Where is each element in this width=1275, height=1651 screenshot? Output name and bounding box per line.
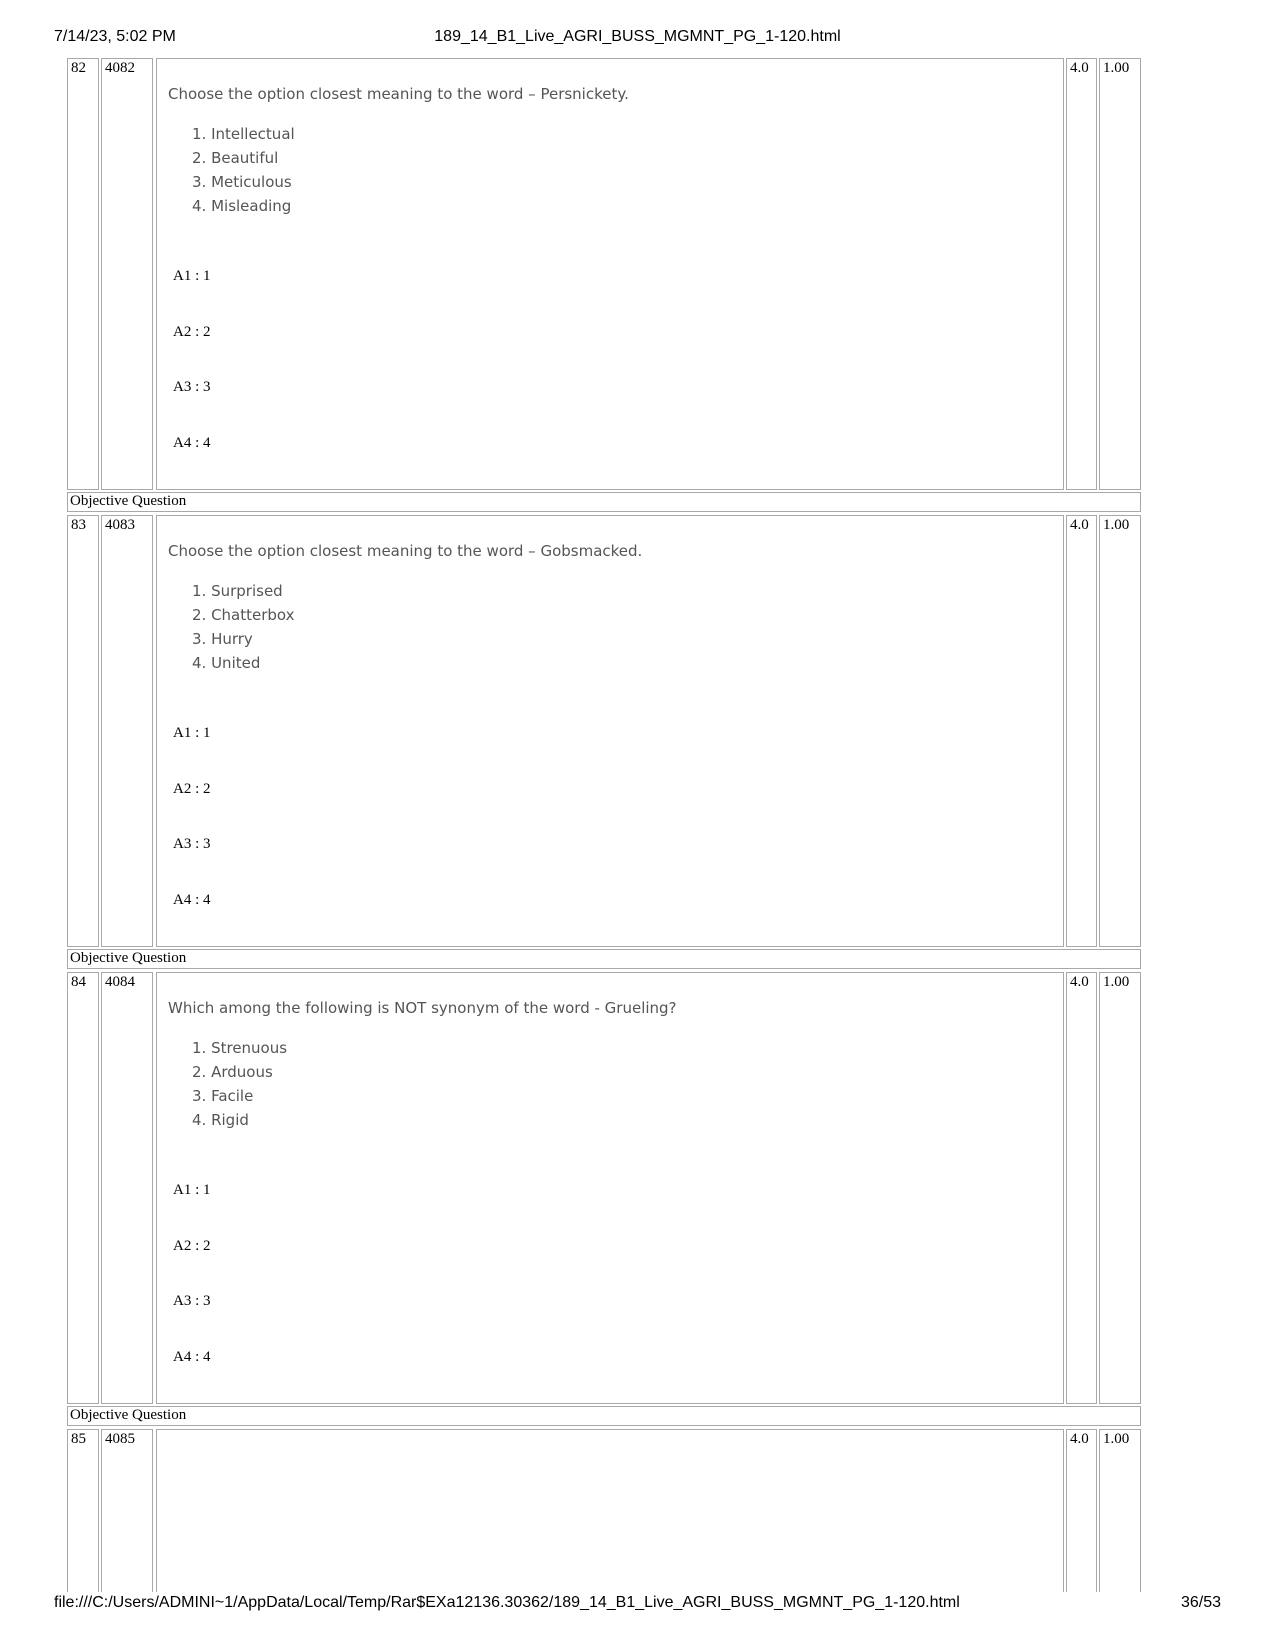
question-type-label: Objective Question [70, 1407, 187, 1423]
print-title: 189_14_B1_Live_AGRI_BUSS_MGMNT_PG_1-120.html [434, 28, 841, 45]
sno-cell [67, 1429, 99, 1592]
question-option: 2. Beautiful [192, 149, 279, 167]
sno-cell [67, 515, 99, 947]
negative-marks-cell [1099, 58, 1141, 490]
question-option: 1. Strenuous [192, 1039, 288, 1057]
question-type-label: Objective Question [70, 950, 187, 966]
question-serial-number: 85 [71, 1431, 86, 1447]
question-text: Which among the following is NOT synonym of the word - Grueling? [168, 999, 677, 1017]
question-serial-number: 82 [71, 60, 86, 76]
answer-key: A4 : 4 [173, 892, 211, 908]
question-option: 4. Rigid [192, 1111, 249, 1129]
negative-marks-cell [1099, 972, 1141, 1404]
answer-key: A3 : 3 [173, 1293, 211, 1309]
qid-cell [101, 1429, 153, 1592]
marks-cell [1066, 515, 1097, 947]
question-marks: 4.0 [1070, 60, 1089, 76]
question-id: 4085 [105, 1431, 135, 1447]
question-negative-marks: 1.00 [1103, 974, 1130, 990]
answer-key: A2 : 2 [173, 324, 211, 340]
qid-cell [101, 58, 153, 490]
question-serial-number: 83 [71, 517, 86, 533]
question-option: 1. Surprised [192, 582, 283, 600]
question-type-row [67, 492, 1141, 512]
marks-cell [1066, 972, 1097, 1404]
print-datetime: 7/14/23, 5:02 PM [54, 28, 176, 45]
qid-cell [101, 972, 153, 1404]
marks-cell [1066, 1429, 1097, 1592]
negative-marks-cell [1099, 515, 1141, 947]
answer-key: A3 : 3 [173, 379, 211, 395]
question-option: 4. United [192, 654, 261, 672]
question-negative-marks: 1.00 [1103, 60, 1130, 76]
question-option: 3. Facile [192, 1087, 254, 1105]
answer-key: A1 : 1 [173, 1182, 211, 1198]
question-cell [156, 1429, 1064, 1592]
question-type-label: Objective Question [70, 493, 187, 509]
answer-key: A2 : 2 [173, 781, 211, 797]
sno-cell [67, 972, 99, 1404]
question-negative-marks: 1.00 [1103, 1431, 1130, 1447]
sno-cell [67, 58, 99, 490]
question-option: 4. Misleading [192, 197, 292, 215]
question-option: 1. Intellectual [192, 125, 295, 143]
question-option: 3. Meticulous [192, 173, 292, 191]
question-cell [156, 515, 1064, 947]
question-type-row [67, 949, 1141, 969]
answer-key: A1 : 1 [173, 268, 211, 284]
question-negative-marks: 1.00 [1103, 517, 1130, 533]
question-id: 4082 [105, 60, 135, 76]
question-cell [156, 972, 1064, 1404]
negative-marks-cell [1099, 1429, 1141, 1592]
question-serial-number: 84 [71, 974, 86, 990]
question-text: Choose the option closest meaning to the word – Persnickety. [168, 85, 629, 103]
question-option: 3. Hurry [192, 630, 253, 648]
question-marks: 4.0 [1070, 1431, 1089, 1447]
question-option: 2. Arduous [192, 1063, 273, 1081]
answer-key: A1 : 1 [173, 725, 211, 741]
question-id: 4083 [105, 517, 135, 533]
question-type-row [67, 1406, 1141, 1426]
answer-key: A2 : 2 [173, 1238, 211, 1254]
question-marks: 4.0 [1070, 517, 1089, 533]
marks-cell [1066, 58, 1097, 490]
question-id: 4084 [105, 974, 135, 990]
answer-key: A4 : 4 [173, 435, 211, 451]
qid-cell [101, 515, 153, 947]
page-number: 36/53 [1180, 1594, 1221, 1611]
question-marks: 4.0 [1070, 974, 1089, 990]
print-file-path: file:///C:/Users/ADMINI~1/AppData/Local/Temp/Rar$EXa12136.30362/189_14_B1_Live_AGRI_BUSS_MGMNT_PG_1-120.html [54, 1594, 960, 1611]
question-text: Choose the option closest meaning to the word – Gobsmacked. [168, 542, 643, 560]
answer-key: A3 : 3 [173, 836, 211, 852]
question-cell [156, 58, 1064, 490]
question-option: 2. Chatterbox [192, 606, 295, 624]
answer-key: A4 : 4 [173, 1349, 211, 1365]
